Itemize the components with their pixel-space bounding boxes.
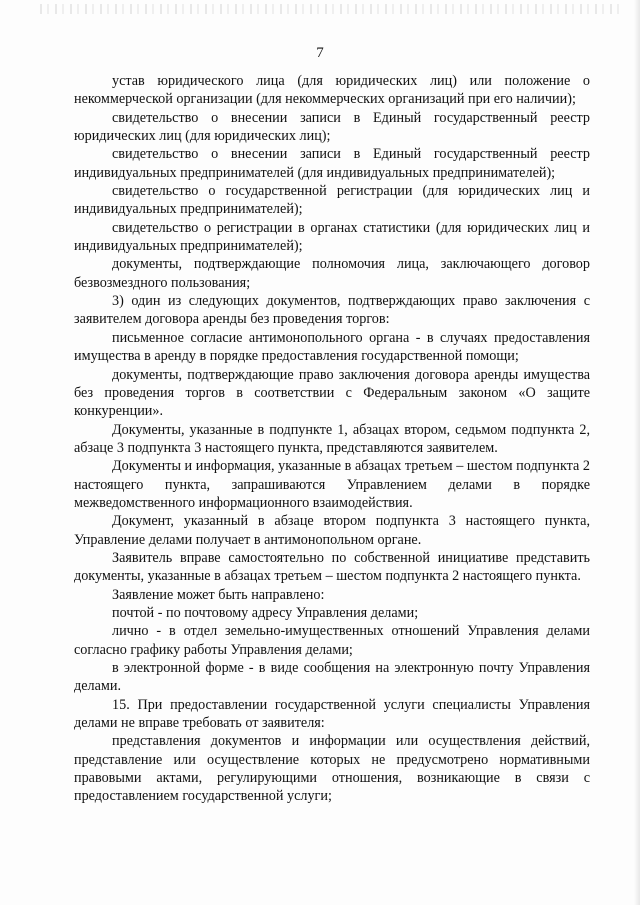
paragraph: свидетельство о внесении записи в Единый государственный реестр юридических лиц (для юридических лиц); (74, 109, 590, 145)
paragraph: Документ, указанный в абзаце втором подпункта 3 настоящего пункта, Управление делами получает в антимонопольном органе. (74, 513, 590, 548)
paragraph: документы, подтверждающие право заключения договора аренды имущества без проведения торгов в соответствии с Федеральным законом «О защите конкуренции». (74, 366, 590, 420)
paragraph: письменное согласие антимонопольного органа - в случаях предоставления имущества в аренду в порядке предоставления государственной помощи; (74, 329, 590, 365)
paragraph: лично - в отдел земельно-имущественных отношений Управления делами согласно графику работы Управления делами; (74, 623, 590, 658)
paragraph: 15. При предоставлении государственной услуги специалисты Управления делами не вправе требовать от заявителя: (74, 696, 590, 732)
document-body (74, 72, 590, 806)
page-number: 7 (316, 45, 324, 61)
paragraph: Документы, указанные в подпункте 1, абзацах втором, седьмом подпункта 2, абзаце 3 подпункта 3 настоящего пункта, представляются заявителем. (74, 421, 590, 456)
paragraph: Заявление может быть направлено: (112, 586, 325, 603)
paragraph: документы, подтверждающие полномочия лица, заключающего договор безвозмездного пользования; (74, 256, 590, 291)
paragraph: свидетельство о государственной регистрации (для юридических лиц и индивидуальных предпринимателей); (74, 183, 590, 218)
paragraph: свидетельство о регистрации в органах статистики (для юридических лиц и индивидуальных предпринимателей); (74, 219, 590, 255)
paragraph: устав юридического лица (для юридических лиц) или положение о некоммерческой организации (для некоммерческих организаций при его наличии); (74, 73, 590, 108)
paragraph: 3) один из следующих документов, подтверждающих право заключения с заявителем договора аренды без проведения торгов: (74, 293, 590, 328)
paragraph: свидетельство о внесении записи в Единый государственный реестр индивидуальных предпринимателей (для индивидуальных предпринимателей); (74, 146, 590, 181)
paragraph: представления документов и информации или осуществления действий, представление или осуществление которых не предусмотрено нормативными правовыми актами, регулирующими отношения, возникающие в связи с предоставлением государственной услуги; (74, 733, 590, 805)
scan-edge-shadow (634, 0, 640, 905)
paragraph: в электронной форме - в виде сообщения на электронную почту Управления делами. (74, 660, 590, 695)
scan-artifact-top (40, 4, 620, 14)
paragraph: Заявитель вправе самостоятельно по собственной инициативе представить документы, указанные в абзацах третьем – шестом подпункта 2 настоящего пункта. (74, 549, 590, 585)
paragraph: почтой - по почтовому адресу Управления делами; (112, 604, 419, 621)
paragraph: Документы и информация, указанные в абзацах третьем – шестом подпункта 2 настоящего пункта, запрашиваются Управлением делами в порядке межведомственного информационного взаимодействия. (74, 458, 590, 511)
